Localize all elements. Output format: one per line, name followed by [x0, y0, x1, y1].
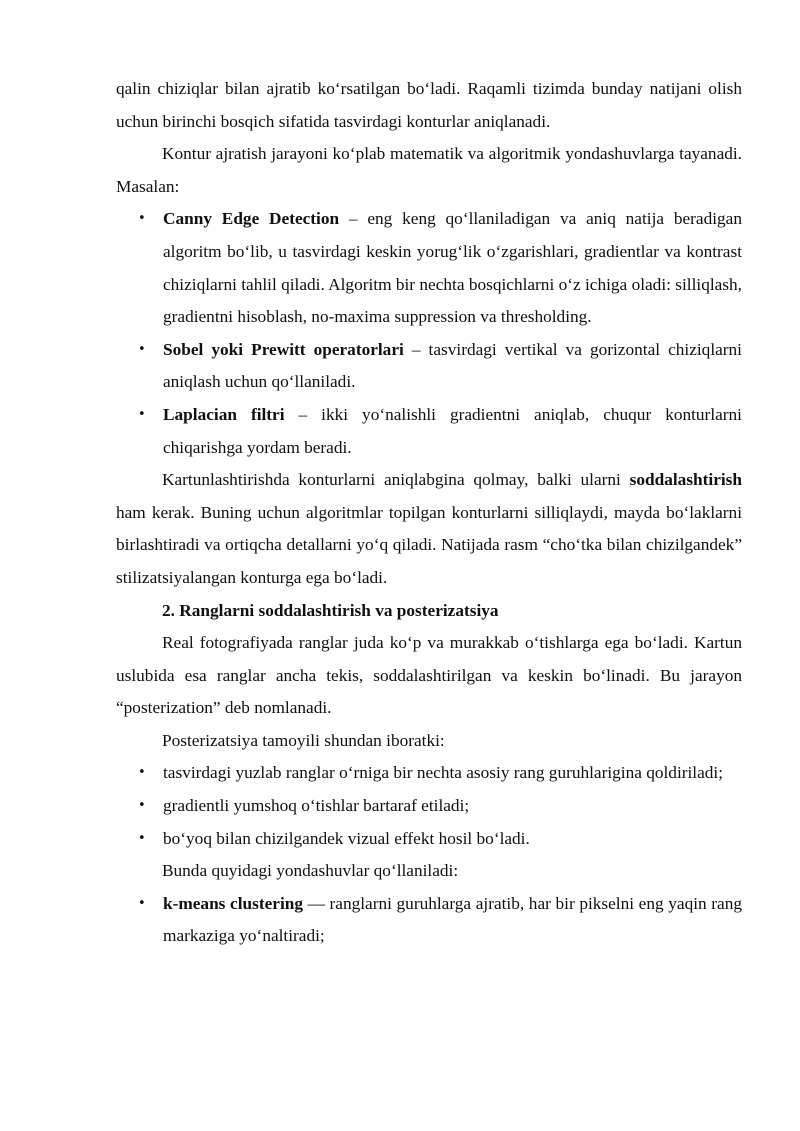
paragraph-principle: Posterizatsiya tamoyili shundan iboratki: — [162, 730, 445, 750]
list-item — [116, 334, 742, 399]
term-kmeans: k-means clustering — [163, 893, 303, 913]
list-item: • gradientli yumshoq o‘tishlar bartaraf etiladi; — [116, 790, 742, 823]
paragraph-approaches: Bunda quyidagi yondashuvlar qo‘llaniladi: — [162, 861, 459, 881]
document-page — [116, 73, 742, 953]
paragraph-posterization: Real fotografiyada ranglar juda ko‘p va murakkab o‘tishlarga ega bo‘ladi. Kartun uslubida esa ranglar ancha tekis, soddalashtirilgan va keskin bo‘linadi. Bu jarayon “posterization” deb nomlanadi. — [116, 633, 742, 718]
paragraph-contour-methods: Kontur ajratish jarayoni ko‘plab matematik va algoritmik yondashuvlarga tayanadi. Masalan: — [116, 144, 742, 196]
term-sobel-prewitt: Sobel yoki Prewitt operatorlari — [163, 339, 404, 359]
item-text: — ranglarni guruhlarga ajratib, har bir pikselni eng yaqin rang markaziga yo‘naltiradi; — [163, 893, 742, 946]
item-text: – ikki yo‘nalishli gradientni aniqlab, chuqur konturlarni chiqarishga yordam beradi. — [163, 404, 742, 457]
list-item — [116, 203, 742, 333]
list-item: • bo‘yoq bilan chizilgandek vizual effekt hosil bo‘ladi. — [116, 823, 742, 856]
approaches-list — [116, 888, 742, 953]
item-text: – tasvirdagi vertikal va gorizontal chiziqlarni aniqlash uchun qo‘llaniladi. — [163, 339, 742, 392]
term-canny: Canny Edge Detection — [163, 209, 340, 229]
section-heading: 2. Ranglarni soddalashtirish va posterizatsiya — [162, 600, 499, 620]
list-item — [116, 888, 742, 953]
list-item — [116, 399, 742, 464]
list-item: • tasvirdagi yuzlab ranglar o‘rniga bir nechta asosiy rang guruhlarigina qoldiriladi; — [116, 757, 742, 790]
paragraph-contour-intro: qalin chiziqlar bilan ajratib ko‘rsatilgan bo‘ladi. Raqamli tizimda bunday natijani olish uchun birinchi bosqich sifatida tasvirdagi konturlar aniqlanadi. — [116, 79, 742, 131]
paragraph-simplification: Kartunlashtirishda konturlarni aniqlabgina qolmay, balki ularni soddalashtirish ham kerak. Buning uchun algoritmlar topilgan konturlarni silliqlaydi, mayda bo‘laklarni birlashtiradi va ortiqcha detallarni yo‘q qiladi. Natijada rasm “cho‘tka bilan chizilgandek” stilizatsiyalangan konturga ega bo‘ladi. — [116, 470, 742, 587]
item-text: – eng keng qo‘llaniladigan va aniq natija beradigan algoritm bo‘lib, u tasvirdagi keskin yorug‘lik o‘zgarishlari, gradientlar va kontrast chiziqlarni tahlil qiladi. Algoritm bir nechta bosqichlarni o‘z ichiga oladi: silliqlash, gradientni hisoblash, no-maxima suppression va thresholding. — [163, 209, 742, 327]
posterization-principles-list — [116, 757, 742, 855]
term-soddalashtirish: soddalashtirish — [629, 470, 742, 490]
term-laplacian: Laplacian filtri — [163, 404, 285, 424]
contour-algorithms-list — [116, 203, 742, 464]
